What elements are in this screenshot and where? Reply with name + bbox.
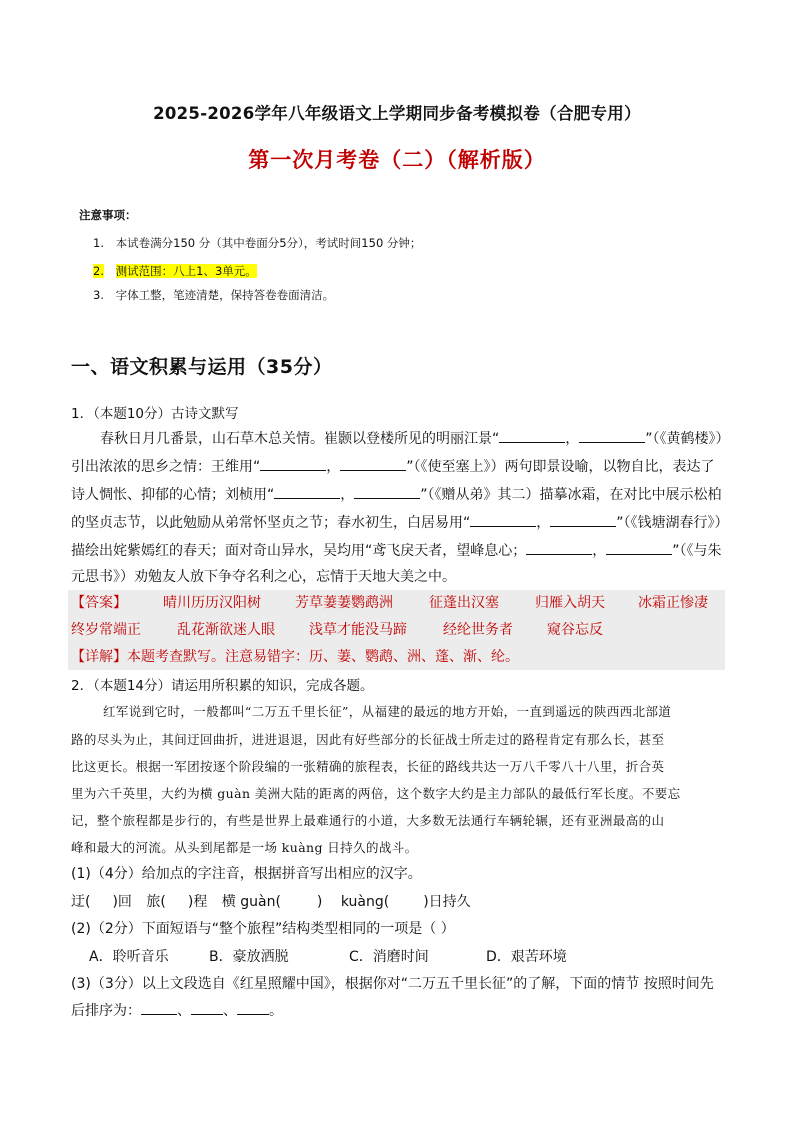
notice-item xyxy=(93,287,334,303)
separator: 、 xyxy=(223,1003,237,1019)
text-run: ”（《使至塞上》）两句即景设喻，以物自比，表达了 xyxy=(406,459,715,475)
order-label: 后排序为： xyxy=(71,1003,141,1019)
blank[interactable] xyxy=(191,1002,223,1015)
text-run: ”（《钱塘湖春行》） xyxy=(616,515,729,531)
option-d[interactable]: D．艰苦环境 xyxy=(486,949,567,965)
notice-item-number: 3. xyxy=(93,288,104,302)
pinyin-item: 旅( xyxy=(146,894,166,910)
passage-line: 峰和最大的河流。从头到尾都是一场 kuàng 日持久的战斗。 xyxy=(71,840,418,855)
blank xyxy=(470,512,536,527)
page-subtitle: 第一次月考卷（二）（解析版） xyxy=(248,148,546,172)
answer-label: 【答案】 xyxy=(71,595,127,611)
sub-question: (1)（4分）给加点的字注音，根据拼音写出相应的汉字。 xyxy=(71,866,422,882)
question-label: 2．（本题14分）请运用所积累的知识，完成各题。 xyxy=(71,678,374,694)
pinyin-item: 横 guàn( xyxy=(221,894,281,910)
pinyin-item: 迂( xyxy=(71,894,91,910)
notice-item xyxy=(93,263,257,279)
notice-heading: 注意事项： xyxy=(79,208,137,222)
notice-item-number: 2. xyxy=(93,264,104,278)
pinyin-item: )程 xyxy=(187,894,208,910)
sub-question: (3)（3分）以上文段选自《红星照耀中国》，根据你对“二万五千里长征”的了解，下面的情节 按照时间先 xyxy=(71,976,714,992)
blank xyxy=(260,456,326,471)
text-run: ”（《与朱 xyxy=(672,543,722,559)
blank xyxy=(340,456,406,471)
answer-item: 窥谷忘反 xyxy=(547,622,603,638)
blank xyxy=(606,540,672,555)
option-b[interactable]: B．豪放洒脱 xyxy=(209,949,289,965)
detail-text: 本题考查默写。注意易错字：历、萋、鹦鹉、洲、蓬、渐、纶。 xyxy=(127,649,519,665)
separator: 、 xyxy=(177,1003,191,1019)
notice-item-number: 1. xyxy=(93,236,104,250)
separator: 。 xyxy=(269,1003,283,1019)
passage-line: 比这更长。根据一军团按逐个阶段编的一张精确的旅程表，长征的路线共达一万八千零八十八里，折合英 xyxy=(71,759,665,774)
answer-line xyxy=(71,592,708,612)
answer-item: 终岁常端正 xyxy=(71,622,141,638)
blank xyxy=(579,428,645,443)
blank xyxy=(499,428,565,443)
option-c[interactable]: C．消磨时间 xyxy=(349,949,429,965)
passage-line: 路的尽头为止，其间迂回曲折，进进退退，因此有好些部分的长征战士所走过的路程肯定有那么长，甚至 xyxy=(71,732,665,747)
answer-item: 浅草才能没马蹄 xyxy=(309,622,407,638)
blank xyxy=(526,540,592,555)
passage-line: 红军说到它时，一般都叫“二万五千里长征”，从福建的最远的地方开始，一直到遥远的陕西西北部道 xyxy=(103,704,672,719)
passage-line: 的坚贞志节，以此勉励从弟常怀坚贞之节；春水初生，白居易用“ ， ”（《钱塘湖春行》） xyxy=(71,512,729,532)
passage-line: 引出浓浓的思乡之情：王维用“ ， ”（《使至塞上》）两句即景设喻，以物自比，表达了 xyxy=(71,456,715,476)
text-run: 诗人惆怅、抑郁的心情；刘桢用“ xyxy=(71,487,275,503)
pinyin-item: )日持久 xyxy=(423,894,471,910)
text-run: ”（《黄鹤楼》） xyxy=(645,431,730,447)
blank xyxy=(274,484,340,499)
passage-line: 记，整个旅程都是步行的，有些是世界上最难通行的小道，大多数无法通行车辆轮辗，还有亚洲最高的山 xyxy=(71,813,665,828)
answer-item: 芳草萋萋鹦鹉洲 xyxy=(295,595,393,611)
detail-line xyxy=(71,646,519,666)
blank[interactable] xyxy=(141,1002,177,1015)
notice-item-text: 测试范围：八上1、3单元。 xyxy=(115,264,257,278)
text-run: 描绘出姹紫嫣红的春天；面对奇山异水，吴均用“鸢飞戾天者，望峰息心； xyxy=(71,543,527,559)
text-run: 春秋日月几番景，山石草木总关情。崔颢以登楼所见的明丽江景“ xyxy=(100,431,500,447)
notice-item xyxy=(93,235,421,251)
passage-line: 里为六千英里，大约为横 guàn 美洲大陆的距离的两倍，这个数字大约是主力部队的最低行军长度。不要忘 xyxy=(71,786,681,801)
answer-item: 晴川历历汉阳树 xyxy=(163,595,261,611)
blank xyxy=(354,484,420,499)
notice-item-text: 本试卷满分150 分（其中卷面分5分），考试时间150 分钟； xyxy=(115,236,422,250)
text-run: ”（《赠从弟》其二）描摹冰霜，在对比中展示松柏 xyxy=(420,487,722,503)
passage-line: 描绘出姹紫嫣红的春天；面对奇山异水，吴均用“鸢飞戾天者，望峰息心； ， ”（《与朱 xyxy=(71,540,722,560)
detail-label: 【详解】 xyxy=(71,649,127,665)
pinyin-row xyxy=(71,891,471,911)
question-label: 1．（本题10分）古诗文默写 xyxy=(71,406,239,422)
section-heading: 一、语文积累与运用（35分） xyxy=(71,356,333,378)
page-title: 2025-2026学年八年级语文上学期同步备考模拟卷（合肥专用） xyxy=(153,104,641,123)
answer-line xyxy=(71,619,721,639)
pinyin-item: ) xyxy=(316,894,323,910)
order-answer-line xyxy=(71,1000,283,1020)
notice-item-text: 字体工整，笔迹清楚，保持答卷卷面清洁。 xyxy=(115,288,335,302)
pinyin-item: )回 xyxy=(112,894,132,910)
passage-line: 诗人惆怅、抑郁的心情；刘桢用“ ， ”（《赠从弟》其二）描摹冰霜，在对比中展示松柏 xyxy=(71,484,722,504)
options-row xyxy=(89,946,689,966)
answer-item: 经纶世务者 xyxy=(443,622,513,638)
blank[interactable] xyxy=(237,1002,269,1015)
text-run: 引出浓浓的思乡之情：王维用“ xyxy=(71,459,261,475)
blank xyxy=(550,512,616,527)
answer-item: 征蓬出汉塞 xyxy=(429,595,499,611)
option-a[interactable]: A．聆听音乐 xyxy=(89,949,169,965)
text-run: 的坚贞志节，以此勉励从弟常怀坚贞之节；春水初生，白居易用“ xyxy=(71,515,471,531)
passage-line: 元思书》）劝勉友人放下争夺名利之心，忘情于天地大美之中。 xyxy=(71,569,456,585)
pinyin-item: kuàng( xyxy=(340,894,390,910)
sub-question: (2)（2分）下面短语与“整个旅程”结构类型相同的一项是（ ） xyxy=(71,921,455,937)
answer-item: 冰霜正惨凄 xyxy=(638,595,708,611)
answer-item: 归雁入胡天 xyxy=(535,595,605,611)
passage-line: 春秋日月几番景，山石草木总关情。崔颢以登楼所见的明丽江景“ ， ”（《黄鹤楼》） xyxy=(100,428,730,448)
answer-item: 乱花渐欲迷人眼 xyxy=(177,622,275,638)
